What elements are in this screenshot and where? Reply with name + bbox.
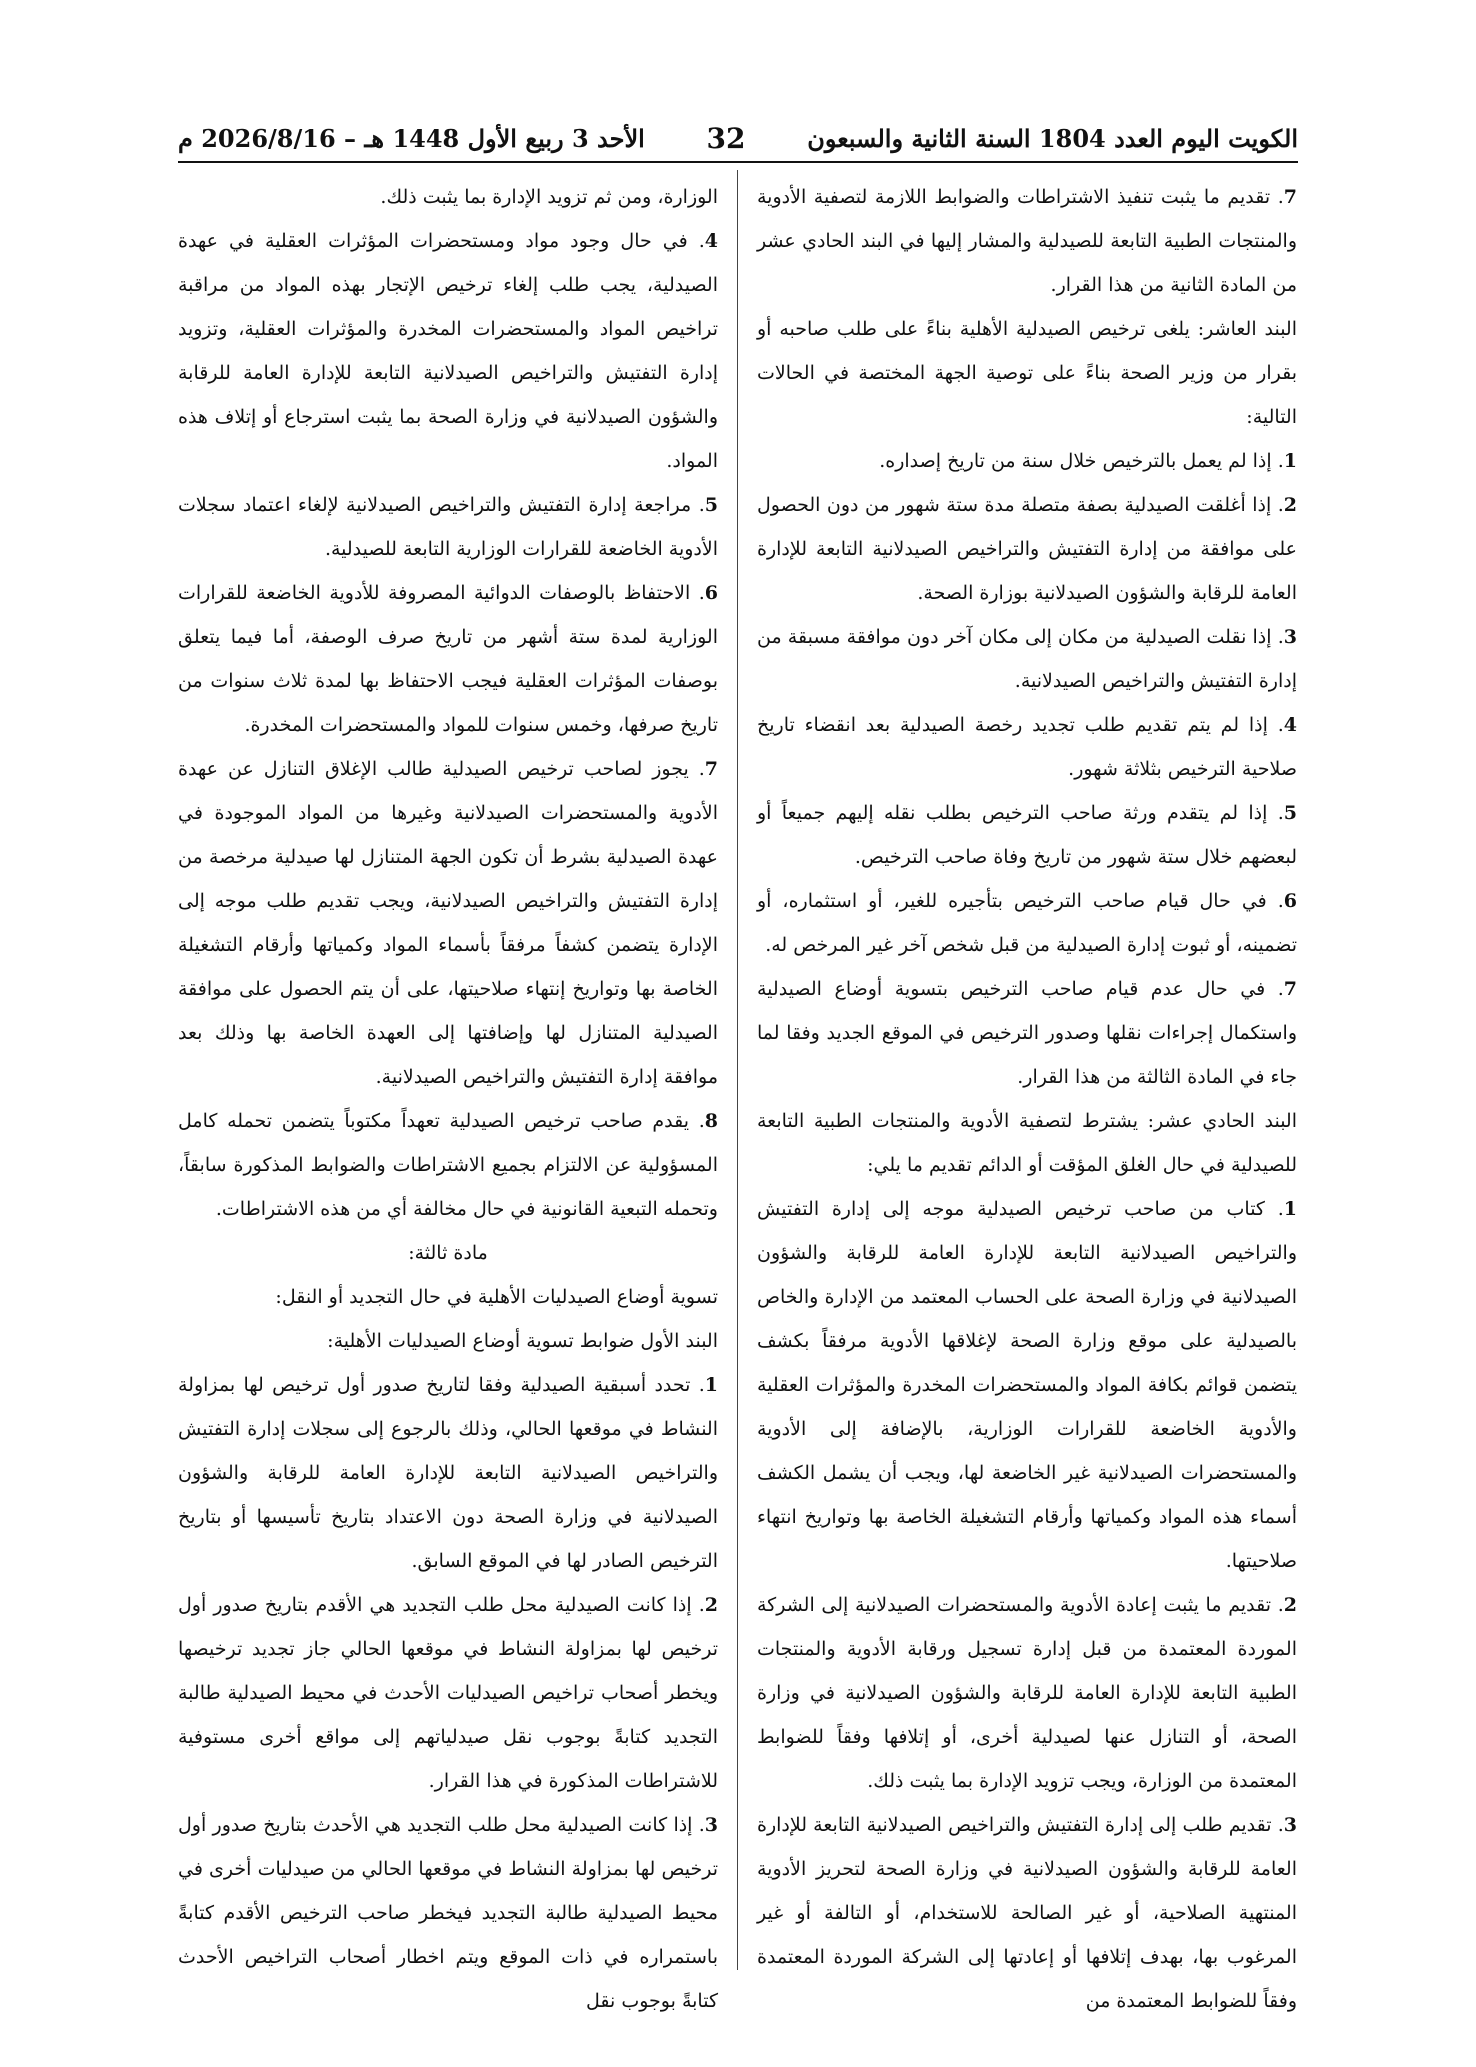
item-number: 6 [1283, 890, 1297, 912]
issue-info: الكويت اليوم العدد 1804 السنة الثانية والسبعون [807, 124, 1298, 153]
paragraph-text: . يقدم صاحب ترخيص الصيدلية تعهداً مكتوباً يتضمن تحمله كامل المسؤولية عن الالتزام بجميع الاشتراطات والضوابط المذكورة سابقاً، وتحمله التبعية القانونية في حال مخالفة أي من هذه الاشتراطات. [178, 1110, 718, 1220]
item-number: 3 [1283, 626, 1297, 648]
column-divider [737, 170, 738, 1970]
paragraph-text: . إذا أغلقت الصيدلية بصفة متصلة مدة ستة شهور من دون الحصول على موافقة من إدارة التفتيش والتراخيص الصيدلانية التابعة للإدارة العامة للرقابة والشؤون الصيدلانية بوزارة الصحة. [757, 494, 1297, 604]
paragraph-text: . إذا كانت الصيدلية محل طلب التجديد هي الأقدم بتاريخ صدور أول ترخيص لها بمزاولة النشاط في موقعها الحالي جاز تجديد ترخيصها ويخطر أصحاب تراخيص الصيدليات الأحدث في محيط الصيدلية طالبة التجديد كتابةً بوجوب نقل صيدلياتهم إلى مواقع أخرى مستوفية للاشتراطات المذكورة في هذا القرار. [178, 1594, 718, 1792]
paragraph [178, 571, 718, 747]
header-rule [178, 161, 1298, 163]
right-column [757, 175, 1297, 2023]
paragraph [757, 1583, 1297, 1803]
item-number: 7 [704, 758, 718, 780]
left-column [178, 175, 718, 2023]
paragraph [178, 747, 718, 1099]
paragraph-text: البند الأول ضوابط تسوية أوضاع الصيدليات الأهلية: [327, 1330, 718, 1352]
item-number: 3 [1283, 1814, 1297, 1836]
item-number: 7 [1283, 186, 1297, 208]
paragraph [757, 175, 1297, 307]
paragraph-text: . في حال قيام صاحب الترخيص بتأجيره للغير، أو استثماره، أو تضمينه، أو ثبوت إدارة الصيدلية من قبل شخص آخر غير المرخص له. [757, 890, 1297, 956]
paragraph [757, 879, 1297, 967]
paragraph-text: . تقديم ما يثبت تنفيذ الاشتراطات والضوابط اللازمة لتصفية الأدوية والمنتجات الطبية التابعة للصيدلية والمشار إليها في البند الحادي عشر من المادة الثانية من هذا القرار. [757, 186, 1297, 296]
paragraph [757, 307, 1297, 439]
page-number: 32 [706, 122, 746, 155]
item-number: 8 [704, 1110, 718, 1132]
item-number: 7 [1283, 978, 1297, 1000]
paragraph-text: البند العاشر: يلغى ترخيص الصيدلية الأهلية بناءً على طلب صاحبه أو بقرار من وزير الصحة بناءً على توصية الجهة المختصة في الحالات التالية: [757, 318, 1297, 428]
paragraph [178, 1319, 718, 1363]
paragraph-text: . تحدد أسبقية الصيدلية وفقا لتاريخ صدور أول ترخيص لها بمزاولة النشاط في موقعها الحالي، وذلك بالرجوع إلى سجلات إدارة التفتيش والتراخيص الصيدلانية التابعة للإدارة العامة للرقابة والشؤون الصيدلانية في وزارة الصحة دون الاعتداد بتاريخ تأسيسها أو بتاريخ الترخيص الصادر لها في الموقع السابق. [178, 1374, 718, 1572]
paragraph-text: . كتاب من صاحب ترخيص الصيدلية موجه إلى إدارة التفتيش والتراخيص الصيدلانية التابعة للإدارة العامة للرقابة والشؤون الصيدلانية في وزارة الصحة على الحساب المعتمد من الإدارة والخاص بالصيدلية على موقع وزارة الصحة لإغلاقها الأدوية مرفقاً بكشف يتضمن قوائم بكافة المواد والمستحضرات المخدرة والمؤثرات العقلية والأدوية الخاضعة للقرارات الوزارية، بالإضافة إلى الأدوية والمستحضرات الصيدلانية غير الخاضعة لها، ويجب أن يشمل الكشف أسماء هذه المواد وكمياتها وأرقام التشغيلة الخاصة بها وتواريخ انتهاء صلاحيتها. [757, 1198, 1297, 1572]
paragraph-text: . مراجعة إدارة التفتيش والتراخيص الصيدلانية لإلغاء اعتماد سجلات الأدوية الخاضعة للقرارات الوزارية التابعة للصيدلية. [178, 494, 718, 560]
paragraph [178, 1275, 718, 1319]
item-number: 1 [704, 1374, 718, 1396]
paragraph [178, 1099, 718, 1231]
item-number: 4 [704, 230, 718, 252]
item-number: 2 [1283, 1594, 1297, 1616]
item-number: 2 [704, 1594, 718, 1616]
paragraph-text: مادة ثالثة: [408, 1242, 488, 1264]
paragraph [757, 703, 1297, 791]
paragraph-text: . يجوز لصاحب ترخيص الصيدلية طالب الإغلاق التنازل عن عهدة الأدوية والمستحضرات الصيدلانية وغيرها من المواد الموجودة في عهدة الصيدلية بشرط أن تكون الجهة المتنازل لها صيدلية مرخصة من إدارة التفتيش والتراخيص الصيدلانية، ويجب تقديم طلب موجه إلى الإدارة يتضمن كشفاً مرفقاً بأسماء المواد وكمياتها وأرقام التشغيلة الخاصة بها وتواريخ إنتهاء صلاحيتها، على أن يتم الحصول على موافقة الصيدلية المتنازل لها وإضافتها إلى العهدة الخاصة بها وذلك بعد موافقة إدارة التفتيش والتراخيص الصيدلانية. [178, 758, 718, 1088]
item-number: 1 [1283, 1198, 1297, 1220]
paragraph [178, 1363, 718, 1583]
paragraph [178, 219, 718, 483]
paragraph-text: . إذا نقلت الصيدلية من مكان إلى مكان آخر دون موافقة مسبقة من إدارة التفتيش والتراخيص الصيدلانية. [757, 626, 1297, 692]
paragraph-text: تسوية أوضاع الصيدليات الأهلية في حال التجديد أو النقل: [275, 1286, 718, 1308]
paragraph-text: . إذا كانت الصيدلية محل طلب التجديد هي الأحدث بتاريخ صدور أول ترخيص لها بمزاولة النشاط في موقعها الحالي من صيدليات أخرى في محيط الصيدلية طالبة التجديد فيخطر صاحب الترخيص الأقدم كتابةً باستمراره في ذات الموقع ويتم اخطار أصحاب التراخيص الأحدث كتابةً بوجوب نقل [178, 1814, 718, 2012]
paragraph [757, 483, 1297, 615]
paragraph [178, 483, 718, 571]
paragraph [178, 1231, 718, 1275]
item-number: 1 [1283, 450, 1297, 472]
item-number: 6 [704, 582, 718, 604]
paragraph [757, 791, 1297, 879]
paragraph-text: . في حال عدم قيام صاحب الترخيص بتسوية أوضاع الصيدلية واستكمال إجراءات نقلها وصدور الترخيص في الموقع الجديد وفقا لما جاء في المادة الثالثة من هذا القرار. [757, 978, 1297, 1088]
paragraph [757, 967, 1297, 1099]
paragraph-text: . إذا لم يتقدم ورثة صاحب الترخيص بطلب نقله إليهم جميعاً أو لبعضهم خلال ستة شهور من تاريخ وفاة صاحب الترخيص. [757, 802, 1297, 868]
paragraph-text: . تقديم ما يثبت إعادة الأدوية والمستحضرات الصيدلانية إلى الشركة الموردة المعتمدة من قبل إدارة تسجيل ورقابة الأدوية والمنتجات الطبية التابعة للإدارة العامة للرقابة والشؤون الصيدلانية في وزارة الصحة، أو التنازل عنها لصيدلية أخرى، أو إتلافها وفقاً للضوابط المعتمدة من الوزارة، ويجب تزويد الإدارة بما يثبت ذلك. [757, 1594, 1297, 1792]
item-number: 5 [1283, 802, 1297, 824]
item-number: 2 [1283, 494, 1297, 516]
paragraph [178, 175, 718, 219]
paragraph-text: البند الحادي عشر: يشترط لتصفية الأدوية والمنتجات الطبية التابعة للصيدلية في حال الغلق المؤقت أو الدائم تقديم ما يلي: [757, 1110, 1297, 1176]
paragraph-text: . في حال وجود مواد ومستحضرات المؤثرات العقلية في عهدة الصيدلية، يجب طلب إلغاء ترخيص الإتجار بهذه المواد من مراقبة تراخيص المواد والمستحضرات المخدرة والمؤثرات العقلية، وتزويد إدارة التفتيش والتراخيص الصيدلانية التابعة للإدارة العامة للرقابة والشؤون الصيدلانية في وزارة الصحة بما يثبت استرجاع أو إتلاف هذه المواد. [178, 230, 718, 472]
paragraph-text: . إذا لم يتم تقديم طلب تجديد رخصة الصيدلية بعد انقضاء تاريخ صلاحية الترخيص بثلاثة شهور. [757, 714, 1297, 780]
paragraph [757, 1099, 1297, 1187]
page-header [178, 118, 1298, 160]
paragraph [178, 1803, 718, 2023]
paragraph [757, 439, 1297, 483]
item-number: 3 [704, 1814, 718, 1836]
paragraph-text: . إذا لم يعمل بالترخيص خلال سنة من تاريخ إصداره. [879, 450, 1284, 472]
paragraph [757, 1187, 1297, 1583]
paragraph [178, 1583, 718, 1803]
paragraph [757, 1803, 1297, 2023]
issue-date: الأحد 3 ربيع الأول 1448 هـ – 2026/8/16 م [178, 124, 645, 153]
item-number: 4 [1283, 714, 1297, 736]
paragraph-text: . تقديم طلب إلى إدارة التفتيش والتراخيص الصيدلانية التابعة للإدارة العامة للرقابة والشؤون الصيدلانية في وزارة الصحة لتحريز الأدوية المنتهية الصلاحية، أو غير الصالحة للاستخدام، أو التالفة أو غير المرغوب بها، بهدف إتلافها أو إعادتها إلى الشركة الموردة المعتمدة وفقاً للضوابط المعتمدة من [757, 1814, 1297, 2012]
paragraph-text: . الاحتفاظ بالوصفات الدوائية المصروفة للأدوية الخاضعة للقرارات الوزارية لمدة ستة أشهر من تاريخ صرف الوصفة، أما فيما يتعلق بوصفات المؤثرات العقلية فيجب الاحتفاظ بها لمدة ثلاث سنوات من تاريخ صرفها، وخمس سنوات للمواد والمستحضرات المخدرة. [178, 582, 718, 736]
item-number: 5 [704, 494, 718, 516]
paragraph [757, 615, 1297, 703]
paragraph-text: الوزارة، ومن ثم تزويد الإدارة بما يثبت ذلك. [380, 186, 718, 208]
